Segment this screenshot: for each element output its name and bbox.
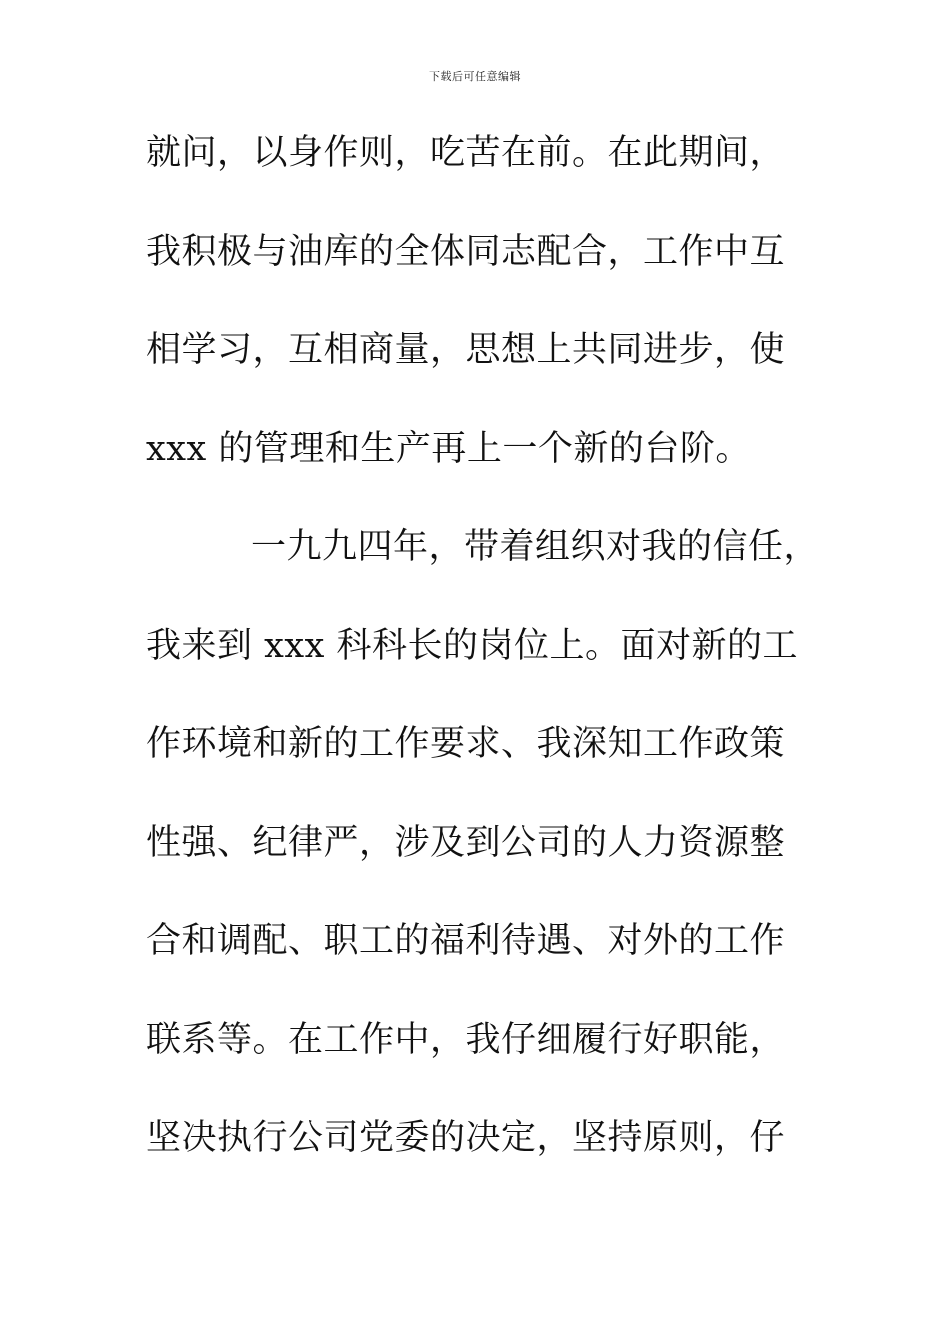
text-line-10: 联系等。在工作中，我仔细履行好职能，	[146, 1019, 786, 1060]
text-line-2: 我积极与油库的全体同志配合，工作中互	[146, 231, 786, 272]
text-line-11: 坚决执行公司党委的决定，坚持原则，仔	[146, 1118, 786, 1158]
header-note: 下载后可任意编辑	[429, 70, 521, 83]
text-line-8: 性强、纪律严，涉及到公司的人力资源整	[146, 822, 786, 863]
text-line-5-paragraph-start: 一九九四年，带着组织对我的信任，	[251, 527, 820, 567]
document-body	[146, 122, 836, 1206]
text-line-4: xxx 的管理和生产再上一个新的台阶。	[146, 428, 751, 469]
text-line-6: 我来到 xxx 科科长的岗位上。面对新的工	[146, 625, 798, 666]
text-line-9: 合和调配、职工的福利待遇、对外的工作	[146, 921, 786, 961]
text-line-1: 就问，以身作则，吃苦在前。在此期间，	[146, 133, 786, 173]
text-line-3: 相学习，互相商量，思想上共同进步，使	[146, 330, 786, 370]
text-line-7: 作环境和新的工作要求、我深知工作政策	[146, 724, 786, 764]
